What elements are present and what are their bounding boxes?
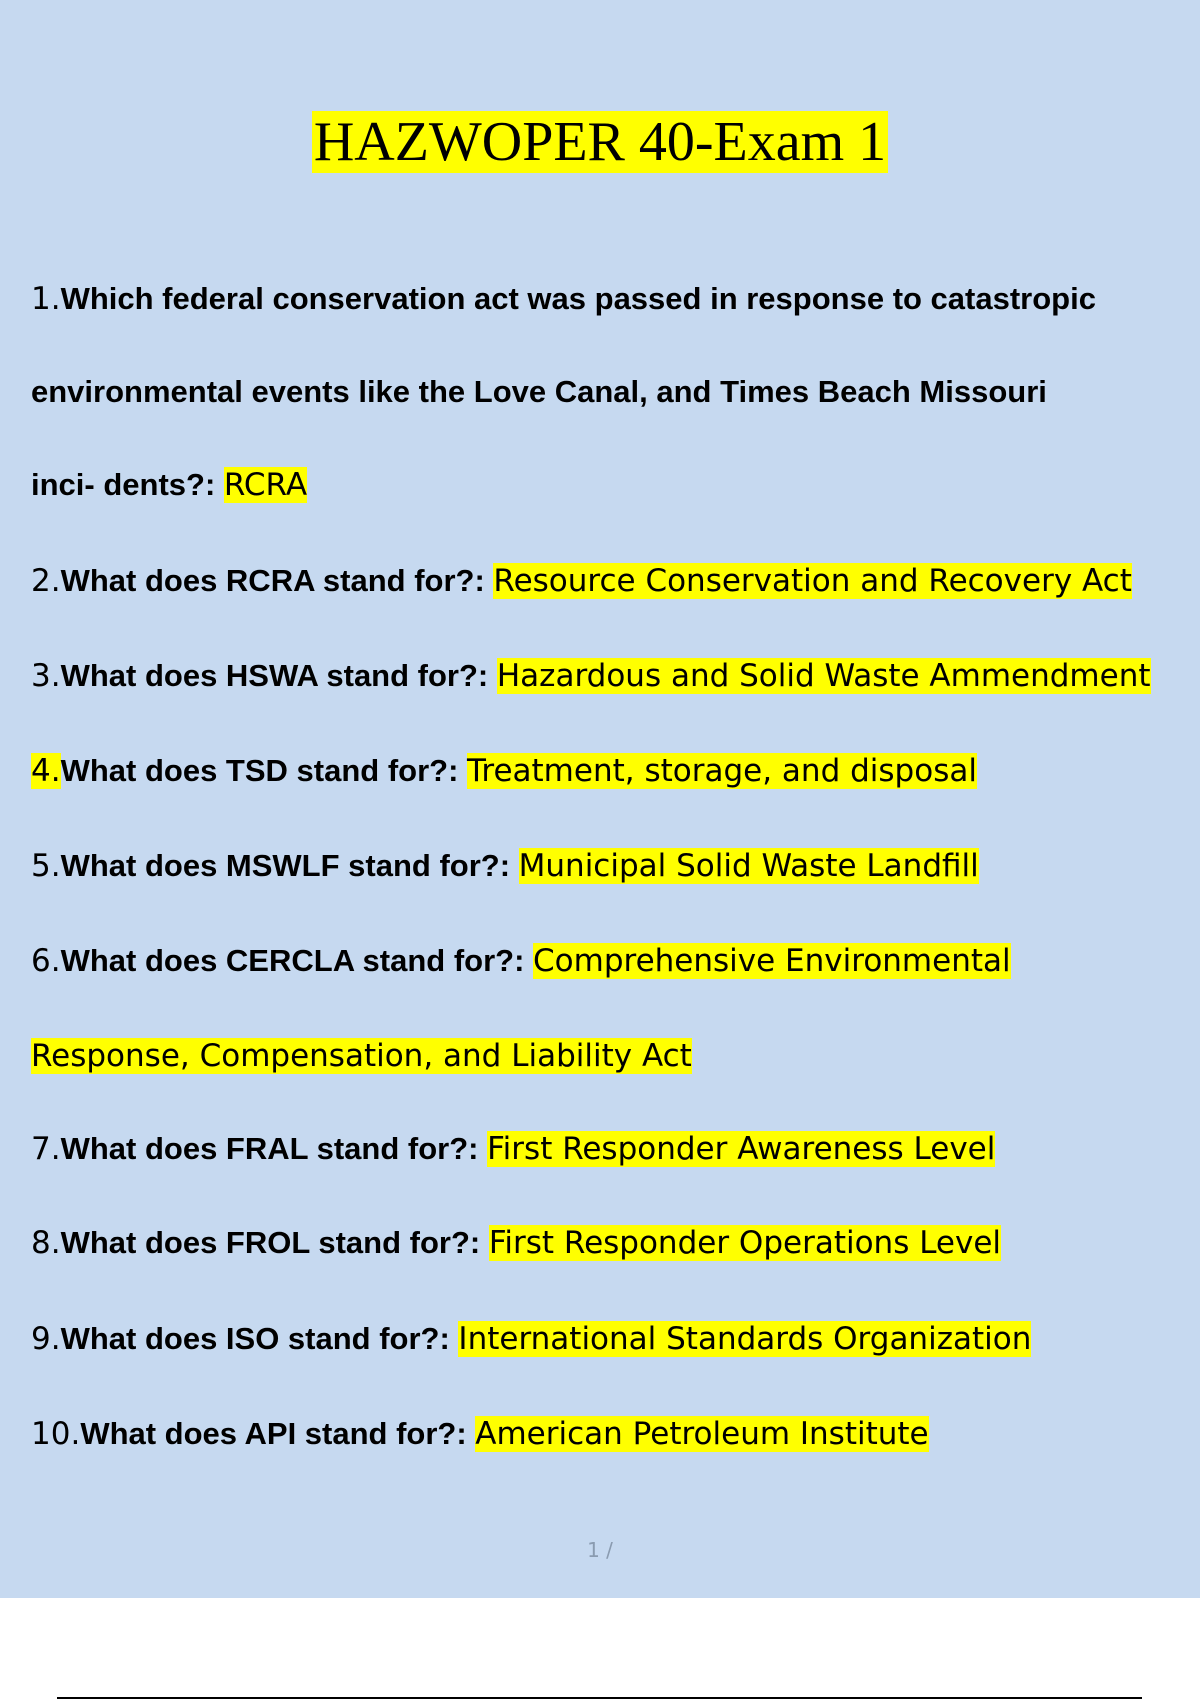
question-number: 8. [31,1225,61,1261]
question-6-line-2 [31,1036,1200,1076]
question-number: 9. [31,1321,61,1357]
answer-highlight: Hazardous and Solid Waste Ammendment [496,658,1151,694]
question-text: What does HSWA stand for?: [60,658,497,693]
question-number: 1. [31,281,61,317]
answer-highlight: Response, Compensation, and Liability Act [31,1038,692,1074]
question-number: 7. [31,1131,61,1167]
question-6 [31,941,1200,981]
question-9 [31,1319,1200,1359]
question-text: What does RCRA stand for?: [60,563,494,598]
question-text: What does CERCLA stand for?: [60,943,534,978]
question-8 [31,1223,1200,1263]
question-number: 2. [31,563,61,599]
question-text: inci- dents?: [31,467,224,502]
answer-highlight: First Responder Awareness Level [487,1131,996,1167]
question-4 [31,751,1200,791]
question-10 [31,1414,1200,1454]
question-5 [31,846,1200,886]
question-3 [31,656,1200,696]
page-number: 1 / [587,1538,613,1562]
question-number: 10. [31,1416,81,1452]
question-1-line-1 [31,279,1200,319]
question-7 [31,1129,1200,1169]
answer-highlight: American Petroleum Institute [475,1416,929,1452]
answer-highlight: RCRA [223,467,308,503]
question-number: 5. [31,848,61,884]
question-number: 3. [31,658,61,694]
answer-highlight: Treatment, storage, and disposal [467,753,977,789]
question-text: Which federal conservation act was passed in response to catastropic [60,281,1096,316]
answer-highlight: First Responder Operations Level [488,1225,1002,1261]
question-text: What does API stand for?: [80,1416,476,1451]
document-title: HAZWOPER 40-Exam 1 [313,111,887,173]
answer-highlight: Municipal Solid Waste Landfill [518,848,979,884]
question-text: environmental events like the Love Canal, and Times Beach Missouri [31,374,1047,409]
question-1-line-3 [31,465,1200,505]
question-number: 4. [31,753,61,789]
question-2 [31,561,1200,601]
question-text: What does ISO stand for?: [60,1321,459,1356]
question-text: What does MSWLF stand for?: [60,848,519,883]
question-number: 6. [31,943,61,979]
answer-highlight: Comprehensive Environmental [533,943,1011,979]
question-text: What does FRAL stand for?: [60,1131,488,1166]
footer-rule [57,1697,1142,1699]
answer-highlight: International Standards Organization [458,1321,1032,1357]
question-text: What does FROL stand for?: [60,1225,489,1260]
question-text: What does TSD stand for?: [60,753,468,788]
question-1-line-2 [31,372,1200,412]
answer-highlight: Resource Conservation and Recovery Act [493,563,1132,599]
